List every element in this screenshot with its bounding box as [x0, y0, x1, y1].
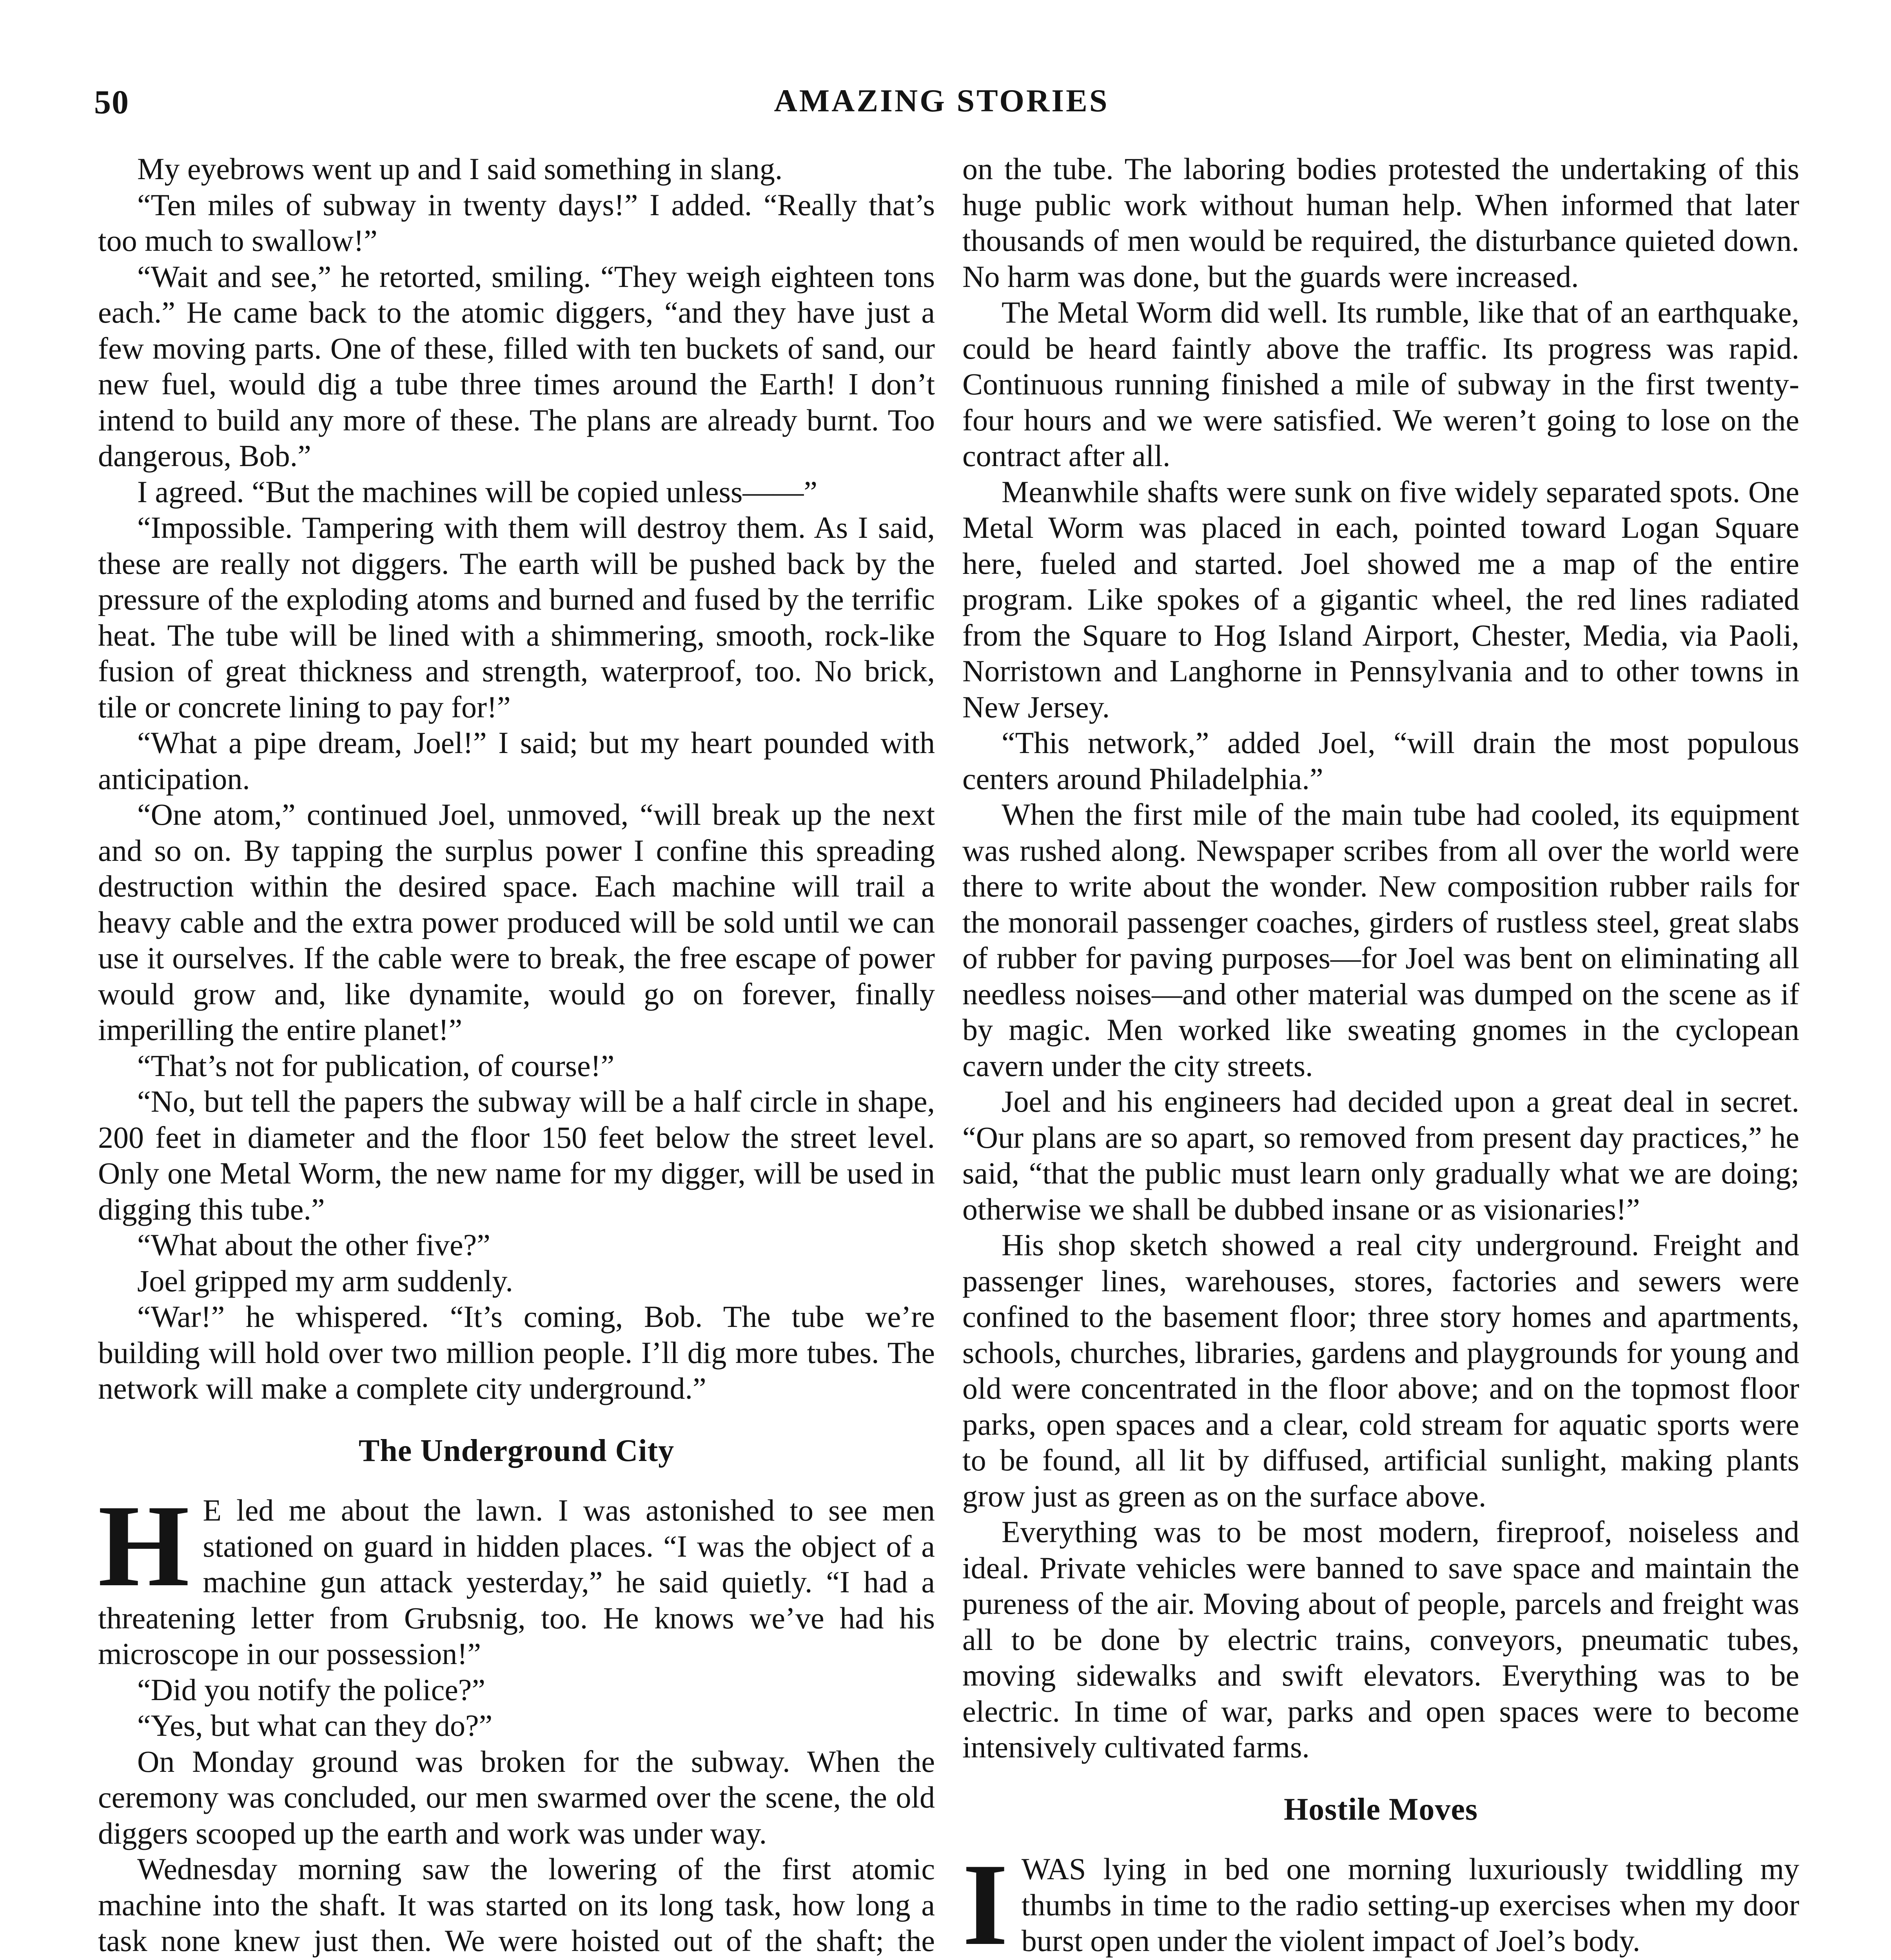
right-column	[962, 151, 1799, 1960]
paragraph: Everything was to be most modern, fireproof, noiseless and ideal. Private vehicles were banned to save space and maintain the pureness of the air. Moving about of people, parcels and freight was all to be done by electric trains, conveyors, pneumatic tubes, moving sidewalks and swift elevators. Everything was to be electric. In time of war, parks and open spaces were to become intensively cultivated farms.	[962, 1515, 1799, 1764]
paragraph: “Impossible. Tampering with them will destroy them. As I said, these are really not diggers. The earth will be pushed back by the pressure of the exploding atoms and burned and fused by the terrific heat. The tube will be lined with a shimmering, smooth, rock-like fusion of great thickness and strength, waterproof, too. No brick, tile or concrete lining to pay for!”	[98, 510, 935, 724]
dropcap-paragraph	[962, 1839, 1799, 1960]
paragraph	[962, 1959, 1799, 1960]
magazine-title: AMAZING STORIES	[774, 83, 1109, 118]
dropcap-paragraph-text: WAS lying in bed one morning luxuriously twiddling my thumbs in time to the radio setting-up exercises when my door burst open under the violent impact of Joel’s body.	[1021, 1852, 1799, 1958]
page-header	[94, 82, 1789, 129]
paragraph: “Ten miles of subway in twenty days!” I added. “Really that’s too much to swallow!”	[98, 187, 935, 258]
left-column	[98, 151, 935, 1960]
continued-paragraph: on the tube. The laboring bodies protested the undertaking of this huge public work without human help. When informed that later thousands of men would be required, the disturbance quieted down. No harm was done, but the guards were increased.	[962, 152, 1799, 294]
paragraph: His shop sketch showed a real city underground. Freight and passenger lines, warehouses, stores, factories and sewers were confined to the basement floor; three story homes and apartments, schools, churches, libraries, gardens and playgrounds for young and old were concentrated in the floor above; and on the topmost floor parks, open spaces and a clear, cold stream for aquatic sports were to be found, all lit by diffused, artificial sunlight, making plants grow just as green as on the surface above.	[962, 1228, 1799, 1513]
paragraph: Joel gripped my arm suddenly.	[137, 1263, 513, 1298]
paragraph: “Wait and see,” he retorted, smiling. “They weigh eighteen tons each.” He came back to the atomic diggers, “and they have just a few moving parts. One of these, filled with ten buckets of sand, our new fuel, would dig a tube three times around the Earth! I don’t intend to build any more of these. The plans are already burnt. Too dangerous, Bob.”	[98, 259, 935, 473]
paragraph: Meanwhile shafts were sunk on five widely separated spots. One Metal Worm was placed in each, pointed toward Logan Square here, fueled and started. Joel showed me a map of the entire program. Like spokes of a gigantic wheel, the red lines radiated from the Square to Hog Island Airport, Chester, Media, via Paoli, Norristown and Langhorne in Pennsylvania and to other towns in New Jersey.	[962, 474, 1799, 724]
paragraph: “This network,” added Joel, “will drain the most populous centers around Philadelphia.”	[962, 726, 1799, 796]
section-heading: The Underground City	[358, 1433, 675, 1468]
page-number: 50	[94, 83, 129, 121]
paragraph: “Did you notify the police?”	[137, 1672, 486, 1707]
paragraph: “No, but tell the papers the subway will be a half circle in shape, 200 feet in diameter and the floor 150 feet below the street level. Only one Metal Worm, the new name for my digger, will be used in digging this tube.”	[98, 1084, 935, 1226]
paragraph: “That’s not for publication, of course!”	[137, 1048, 615, 1083]
paragraph: “What a pipe dream, Joel!” I said; but my heart pounded with anticipation.	[98, 726, 935, 796]
paragraph: I agreed. “But the machines will be copied unless——”	[137, 474, 817, 509]
paragraph: “War!” he whispered. “It’s coming, Bob. The tube we’re building will hold over two million people. I’ll dig more tubes. The network will make a complete city underground.”	[98, 1299, 935, 1405]
paragraph: “Yes, but what can they do?”	[137, 1708, 493, 1742]
paragraph: When the first mile of the main tube had cooled, its equipment was rushed along. Newspaper scribes from all over the world were there to write about the wonder. New composition rubber rails for the monorail passenger coaches, girders of rustless steel, great slabs of rubber for paving purposes—for Joel was bent on eliminating all needless noises—and other material was dumped on the scene as if by magic. Men worked like sweating gnomes in the cyclopean cavern under the city streets.	[962, 797, 1799, 1083]
paragraph: On Monday ground was broken for the subway. When the ceremony was concluded, our men swarmed over the scene, the old diggers scooped up the earth and work was under way.	[98, 1744, 935, 1850]
dropcap-paragraph	[98, 1481, 935, 1672]
paragraph: Joel and his engineers had decided upon a great deal in secret. “Our plans are so apart, so removed from present day practices,” he said, “that the public must learn only gradually what we are doing; otherwise we shall be dubbed insane or as visionaries!”	[962, 1084, 1799, 1226]
paragraph: The Metal Worm did well. Its rumble, like that of an earthquake, could be heard faintly above the traffic. Its progress was rapid. Continuous running finished a mile of subway in the first twenty-four hours and we were satisfied. We weren’t going to lose on the contract after all.	[962, 295, 1799, 473]
paragraph: “What about the other five?”	[137, 1228, 490, 1262]
dropcap-paragraph-text: E led me about the lawn. I was astonished to see men stationed on guard in hidden places. “I was the object of a machine gun attack yesterday,” he said quietly. “I had a threatening letter from Grubsnig, too. He knows we’ve had his microscope in our possession!”	[98, 1493, 935, 1671]
paragraph: Wednesday morning saw the lowering of the first atomic machine into the shaft. It was started on its long task, how long a task none knew just then. We were hoisted out of the shaft; the	[98, 1852, 935, 1958]
paragraph: My eyebrows went up and I said something in slang.	[137, 152, 783, 186]
section-heading: Hostile Moves	[1283, 1792, 1478, 1827]
drop-cap: H	[98, 1481, 190, 1611]
drop-cap: I	[962, 1839, 1008, 1960]
paragraph: “One atom,” continued Joel, unmoved, “will break up the next and so on. By tapping the surplus power I confine this spreading destruction within the desired space. Each machine will trail a heavy cable and the extra power produced will be sold until we can use it ourselves. If the cable were to break, the free escape of power would grow and, like dynamite, would go on forever, finally imperilling the entire planet!”	[98, 797, 935, 1047]
